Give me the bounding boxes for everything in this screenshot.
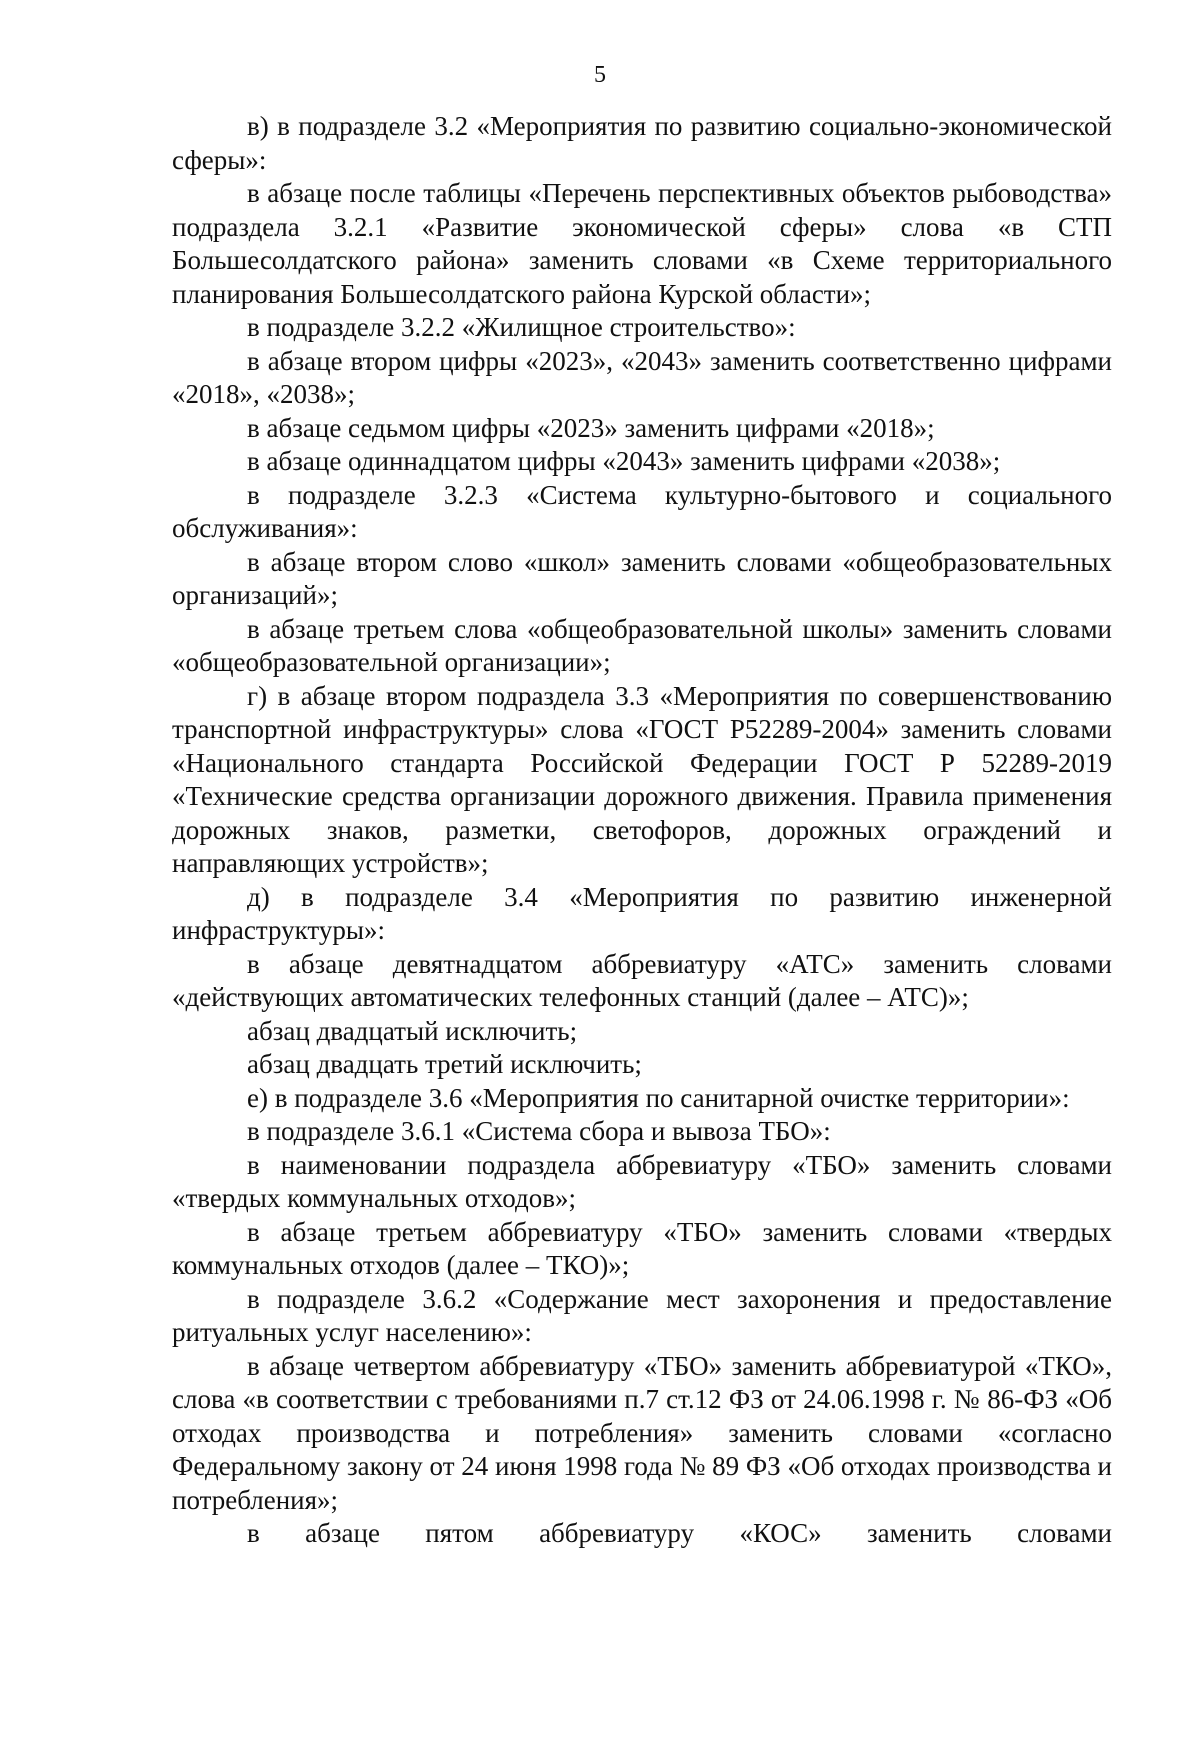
paragraph: в абзаце втором слово «школ» заменить словами «общеобразовательных организаций»; [172,546,1112,610]
paragraph: в абзаце пятом аббревиатуру «КОС» заменить словами [247,1518,1112,1548]
paragraph: в абзаце четвертом аббревиатуру «ТБО» заменить аббревиатурой «ТКО», слова «в соответствии с требованиями п.7 ст.12 ФЗ от 24.06.1998 г. № 86-ФЗ «Об отходах производства и потребления» заменить словами «согласно Федеральному закону от 24 июня 1998 года № 89 ФЗ «Об отходах производства и потребления»; [172,1350,1112,1515]
document-body [172,110,1112,1551]
page-number: 5 [594,62,606,88]
paragraph: в наименовании подраздела аббревиатуру «ТБО» заменить словами «твердых коммунальных отходов»; [172,1149,1112,1213]
paragraph: в абзаце одиннадцатом цифры «2043» заменить цифрами «2038»; [247,446,1001,476]
paragraph: д) в подразделе 3.4 «Мероприятия по развитию инженерной инфраструктуры»: [172,881,1112,945]
paragraph: в подразделе 3.6.1 «Система сбора и вывоза ТБО»: [247,1116,831,1146]
paragraph: г) в абзаце втором подраздела 3.3 «Мероприятия по совершенствованию транспортной инфраструктуры» слова «ГОСТ Р52289-2004» заменить словами «Национального стандарта Российской Федерации ГОСТ Р 52289-2019 «Технические средства организации дорожного движения. Правила применения дорожных знаков, разметки, светофоров, дорожных ограждений и направляющих устройств»; [172,680,1112,878]
paragraph: в подразделе 3.2.3 «Система культурно-бытового и социального обслуживания»: [172,479,1112,543]
paragraph: е) в подразделе 3.6 «Мероприятия по санитарной очистке территории»: [247,1082,1070,1113]
paragraph: в абзаце после таблицы «Перечень перспективных объектов рыбоводства» подраздела 3.2.1 «Развитие экономической сферы» слова «в СТП Большесолдатского района» заменить словами «в Схеме территориального планирования Большесолдатского района Курской области»; [172,178,1112,309]
paragraph: в абзаце седьмом цифры «2023» заменить цифрами «2018»; [247,412,935,443]
paragraph: в подразделе 3.2.2 «Жилищное строительство»: [247,312,796,342]
paragraph: в абзаце третьем аббревиатуру «ТБО» заменить словами «твердых коммунальных отходов (далее – ТКО)»; [172,1216,1112,1280]
paragraph: в подразделе 3.6.2 «Содержание мест захоронения и предоставление ритуальных услуг населению»: [172,1283,1112,1347]
paragraph: абзац двадцать третий исключить; [247,1049,642,1079]
paragraph: абзац двадцатый исключить; [247,1015,578,1046]
paragraph: в абзаце третьем слова «общеобразовательной школы» заменить словами «общеобразовательной организации»; [172,613,1112,677]
paragraph: в абзаце девятнадцатом аббревиатуру «АТС» заменить словами «действующих автоматических телефонных станций (далее – АТС)»; [172,948,1112,1012]
paragraph: в абзаце втором цифры «2023», «2043» заменить соответственно цифрами «2018», «2038»; [172,345,1112,409]
paragraph: в) в подразделе 3.2 «Мероприятия по развитию социально-экономической сферы»: [172,111,1112,175]
